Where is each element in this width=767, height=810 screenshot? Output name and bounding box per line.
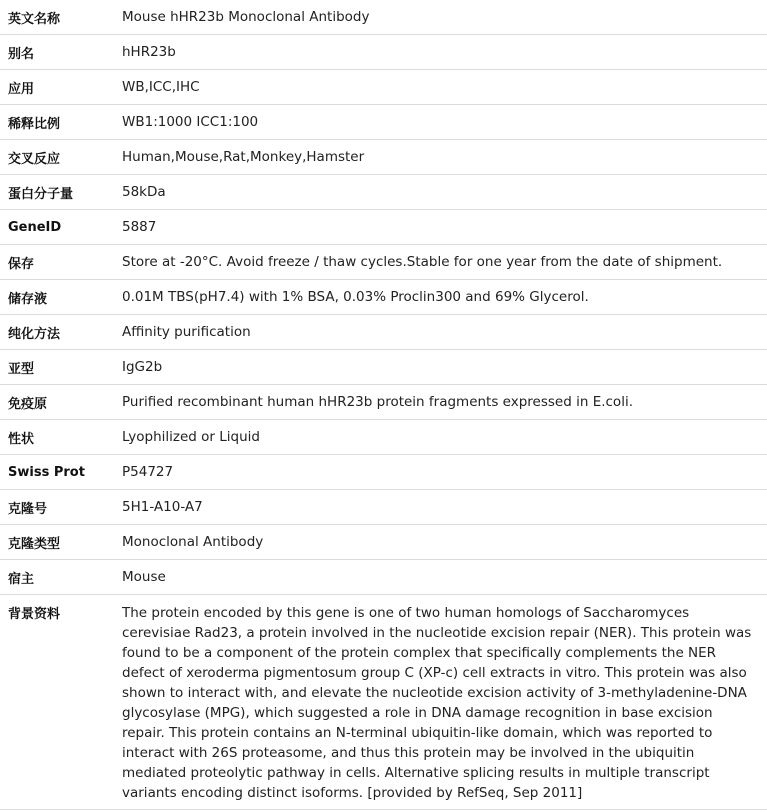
spec-row-isotype: [0, 350, 767, 385]
spec-value: Mouse hHR23b Monoclonal Antibody: [122, 0, 767, 35]
spec-label: 应用: [0, 70, 122, 105]
spec-label: 宿主: [0, 560, 122, 595]
spec-row-background: [0, 595, 767, 810]
spec-row-clone-number: [0, 490, 767, 525]
spec-value: Store at -20°C. Avoid freeze / thaw cycles.Stable for one year from the date of shipment.: [122, 245, 767, 280]
spec-label: 克隆类型: [0, 525, 122, 560]
spec-value: 5887: [122, 210, 767, 245]
spec-row-storage-buffer: [0, 280, 767, 315]
spec-label: 交叉反应: [0, 140, 122, 175]
spec-row-gene-id: [0, 210, 767, 245]
spec-label: 稀释比例: [0, 105, 122, 140]
spec-row-alias: [0, 35, 767, 70]
spec-row-cross-reactivity: [0, 140, 767, 175]
spec-row-host: [0, 560, 767, 595]
spec-value: Human,Mouse,Rat,Monkey,Hamster: [122, 140, 767, 175]
spec-value: P54727: [122, 455, 767, 490]
spec-value: WB,ICC,IHC: [122, 70, 767, 105]
spec-row-purification: [0, 315, 767, 350]
spec-row-dilution: [0, 105, 767, 140]
spec-label: 英文名称: [0, 0, 122, 35]
spec-value: Monoclonal Antibody: [122, 525, 767, 560]
spec-label: 性状: [0, 420, 122, 455]
spec-label: 背景资料: [0, 595, 122, 810]
spec-row-storage: [0, 245, 767, 280]
spec-value: Affinity purification: [122, 315, 767, 350]
spec-label: 蛋白分子量: [0, 175, 122, 210]
spec-row-clone-type: [0, 525, 767, 560]
spec-label: 亚型: [0, 350, 122, 385]
spec-label: 免疫原: [0, 385, 122, 420]
spec-label: 纯化方法: [0, 315, 122, 350]
spec-value: 0.01M TBS(pH7.4) with 1% BSA, 0.03% Proclin300 and 69% Glycerol.: [122, 280, 767, 315]
spec-label: GeneID: [0, 210, 122, 245]
spec-value: 5H1-A10-A7: [122, 490, 767, 525]
spec-label: 别名: [0, 35, 122, 70]
spec-value: Purified recombinant human hHR23b protein fragments expressed in E.coli.: [122, 385, 767, 420]
spec-row-swiss-prot: [0, 455, 767, 490]
spec-label: Swiss Prot: [0, 455, 122, 490]
spec-label: 保存: [0, 245, 122, 280]
spec-value: hHR23b: [122, 35, 767, 70]
spec-row-immunogen: [0, 385, 767, 420]
spec-value: Mouse: [122, 560, 767, 595]
spec-row-molecular-weight: [0, 175, 767, 210]
spec-row-english-name: [0, 0, 767, 35]
spec-row-application: [0, 70, 767, 105]
spec-label: 克隆号: [0, 490, 122, 525]
spec-value: Lyophilized or Liquid: [122, 420, 767, 455]
spec-value: 58kDa: [122, 175, 767, 210]
spec-row-form: [0, 420, 767, 455]
spec-value: IgG2b: [122, 350, 767, 385]
spec-label: 储存液: [0, 280, 122, 315]
spec-value: WB1:1000 ICC1:100: [122, 105, 767, 140]
spec-value-background: The protein encoded by this gene is one of two human homologs of Saccharomyces cerevisiae Rad23, a protein involved in the nucleotide excision repair (NER). This protein was found to be a component of the protein complex that specifically complements the NER defect of xeroderma pigmentosum group C (XP-c) cell extracts in vitro. This protein was also shown to interact with, and elevate the nucleotide excision activity of 3-methyladenine-DNA glycosylase (MPG), which suggested a role in DNA damage recognition in base excision repair. This protein contains an N-terminal ubiquitin-like domain, which was reported to interact with 26S proteasome, and thus this protein may be involved in the ubiquitin mediated proteolytic pathway in cells. Alternative splicing results in multiple transcript variants encoding distinct isoforms. [provided by RefSeq, Sep 2011]: [122, 595, 767, 810]
